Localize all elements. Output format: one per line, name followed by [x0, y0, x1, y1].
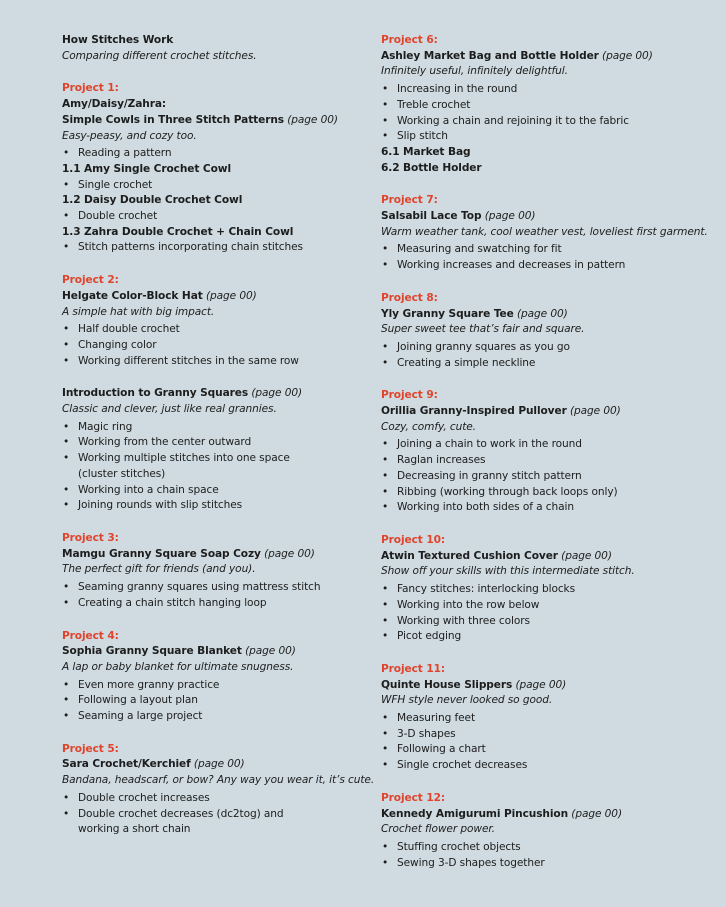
bullet-list	[62, 580, 362, 611]
bullet-list	[62, 146, 362, 162]
project-title: Ashley Market Bag and Bottle Holder (page 00)	[381, 49, 653, 62]
project-title: 6.1 Market Bag	[381, 145, 471, 158]
project-block	[62, 81, 362, 256]
project-block	[62, 629, 362, 725]
project-label: Project 1:	[62, 82, 119, 95]
list-item: • Creating a simple neckline	[381, 356, 711, 372]
project-block	[381, 291, 711, 372]
bullet-list	[381, 82, 711, 145]
project-title: Atwin Textured Cushion Cover (page 00)	[381, 549, 612, 562]
list-item: • Fancy stitches: interlocking blocks	[381, 582, 711, 598]
project-block	[381, 533, 711, 645]
project-block	[381, 791, 711, 872]
page-reference: (page 00)	[568, 807, 622, 820]
page-reference: (page 00)	[190, 758, 245, 771]
list-item: • Sewing 3-D shapes together	[381, 856, 711, 872]
project-block	[62, 531, 362, 612]
list-item: • Working with three colors	[381, 614, 711, 630]
project-block	[381, 662, 711, 774]
list-item: • Working increases and decreases in pattern	[381, 258, 711, 274]
bullet-list	[62, 420, 362, 514]
project-title: Amy/Daisy/Zahra:	[62, 98, 167, 111]
project-block	[62, 742, 375, 838]
project-tagline: Crochet flower power.	[381, 823, 495, 836]
list-item: • Single crochet decreases	[381, 758, 711, 774]
project-tagline: Show off your skills with this intermediate stitch.	[381, 565, 635, 578]
list-item: • Working multiple stitches into one space (cluster stitches)	[62, 451, 308, 482]
bullet-list	[381, 582, 711, 645]
list-item: • Working into both sides of a chain	[381, 500, 711, 516]
bullet-list	[381, 340, 711, 371]
page-reference: (page 00)	[598, 49, 653, 62]
project-title: Simple Cowls in Three Stitch Patterns (page 00)	[62, 113, 338, 126]
right-project-list	[381, 33, 711, 871]
project-tagline: Classic and clever, just like real grannies.	[62, 403, 277, 416]
project-tagline: WFH style never looked so good.	[381, 694, 553, 707]
list-item: • Double crochet decreases (dc2tog) and working a short chain	[62, 807, 293, 838]
project-title: 6.2 Bottle Holder	[381, 161, 482, 174]
project-tagline: A simple hat with big impact.	[62, 305, 215, 318]
project-block	[62, 273, 362, 369]
project-title: Sophia Granny Square Blanket (page 00)	[62, 645, 296, 658]
list-item: • Picot edging	[381, 629, 711, 645]
project-title: Helgate Color-Block Hat (page 00)	[62, 289, 257, 302]
bullet-list	[62, 322, 362, 369]
project-label: Project 6:	[381, 34, 438, 46]
intro-tagline: Comparing different crochet stitches.	[62, 49, 257, 62]
page-reference: (page 00)	[248, 387, 303, 400]
list-item: • Double crochet increases	[62, 791, 362, 807]
list-item: • Seaming granny squares using mattress stitch	[62, 580, 362, 596]
page-reference: (page 00)	[513, 307, 568, 320]
project-tagline: Easy-peasy, and cozy too.	[62, 129, 197, 142]
project-label: Project 9:	[381, 389, 438, 402]
list-item: • Half double crochet	[62, 322, 362, 338]
project-tagline: Warm weather tank, cool weather vest, loveliest first garment.	[381, 225, 708, 238]
project-title: Introduction to Granny Squares (page 00)	[62, 387, 303, 400]
project-label: Project 12:	[381, 791, 445, 804]
project-block	[381, 193, 711, 274]
list-item: • Creating a chain stitch hanging loop	[62, 596, 362, 612]
list-item: • Working into a chain space	[62, 483, 362, 499]
list-item: • Decreasing in granny stitch pattern	[381, 469, 711, 485]
page-reference: (page 00)	[566, 405, 621, 418]
page-reference: (page 00)	[512, 678, 567, 691]
list-item: • Double crochet	[62, 209, 362, 225]
list-item: • Joining rounds with slip stitches	[62, 498, 362, 514]
list-item: • 3-D shapes	[381, 727, 711, 743]
list-item: • Stuffing crochet objects	[381, 840, 711, 856]
list-item: • Measuring feet	[381, 711, 711, 727]
page-reference: (page 00)	[241, 645, 296, 658]
project-title: 1.2 Daisy Double Crochet Cowl	[62, 194, 243, 207]
project-title: Quinte House Slippers (page 00)	[381, 678, 567, 691]
project-title: 1.1 Amy Single Crochet Cowl	[62, 162, 231, 175]
project-block	[381, 388, 711, 516]
project-title: Kennedy Amigurumi Pincushion (page 00)	[381, 807, 622, 820]
left-project-list	[62, 81, 375, 838]
list-item: • Seaming a large project	[62, 709, 362, 725]
list-item: • Joining granny squares as you go	[381, 340, 711, 356]
project-label: Project 8:	[381, 291, 438, 304]
bullet-list	[381, 711, 711, 774]
project-label: Project 10:	[381, 533, 445, 546]
project-label: Project 3:	[62, 531, 119, 544]
project-label: Project 7:	[381, 194, 438, 207]
list-item: • Raglan increases	[381, 453, 711, 469]
bullet-list	[381, 840, 711, 871]
list-item: • Magic ring	[62, 420, 362, 436]
project-title: Sara Crochet/Kerchief (page 00)	[62, 758, 245, 771]
project-tagline: The perfect gift for friends (and you).	[62, 563, 256, 576]
bullet-list	[62, 240, 362, 256]
list-item: • Treble crochet	[381, 98, 711, 114]
list-item: • Even more granny practice	[62, 678, 362, 694]
list-item: • Single crochet	[62, 178, 362, 194]
project-block	[381, 33, 711, 176]
page-reference: (page 00)	[260, 547, 315, 560]
page-reference: (page 00)	[557, 549, 612, 562]
list-item: • Measuring and swatching for fit	[381, 242, 711, 258]
project-title: Salsabil Lace Top (page 00)	[381, 210, 536, 223]
project-label: Project 11:	[381, 662, 445, 675]
list-item: • Working into the row below	[381, 598, 711, 614]
list-item: • Ribbing (working through back loops only)	[381, 485, 711, 501]
right-column	[381, 33, 711, 888]
project-title: Mamgu Granny Square Soap Cozy (page 00)	[62, 547, 315, 560]
bullet-list	[381, 242, 711, 273]
project-tagline: Infinitely useful, infinitely delightful.	[381, 65, 568, 78]
project-label: Project 4:	[62, 629, 119, 642]
left-column	[62, 33, 375, 855]
list-item: • Working different stitches in the same row	[62, 354, 362, 370]
project-title: Yly Granny Square Tee (page 00)	[381, 307, 568, 320]
project-tagline: Cozy, comfy, cute.	[381, 420, 476, 433]
list-item: • Slip stitch	[381, 129, 711, 145]
project-tagline: Super sweet tee that’s fair and square.	[381, 323, 585, 336]
project-tagline: Bandana, headscarf, or bow? Any way you wear it, it’s cute.	[62, 774, 375, 787]
bullet-list	[62, 209, 362, 225]
bullet-list	[381, 437, 711, 516]
project-title: Orillia Granny-Inspired Pullover (page 00)	[381, 405, 621, 418]
list-item: • Working a chain and rejoining it to the fabric	[381, 114, 711, 130]
page-reference: (page 00)	[202, 289, 257, 302]
list-item: • Reading a pattern	[62, 146, 362, 162]
list-item: • Joining a chain to work in the round	[381, 437, 711, 453]
intro-title: How Stitches Work	[62, 34, 174, 46]
project-label: Project 2:	[62, 274, 119, 287]
project-block	[62, 386, 362, 514]
list-item: • Changing color	[62, 338, 362, 354]
list-item: • Following a layout plan	[62, 693, 362, 709]
list-item: • Following a chart	[381, 742, 711, 758]
project-title: 1.3 Zahra Double Crochet + Chain Cowl	[62, 225, 294, 238]
bullet-list	[62, 678, 362, 725]
project-label: Project 5:	[62, 742, 119, 755]
list-item: • Increasing in the round	[381, 82, 711, 98]
bullet-list	[62, 178, 362, 194]
project-tagline: A lap or baby blanket for ultimate snugness.	[62, 660, 294, 673]
list-item: • Working from the center outward	[62, 435, 362, 451]
list-item: • Stitch patterns incorporating chain stitches	[62, 240, 362, 256]
page-reference: (page 00)	[283, 113, 338, 126]
intro-block	[62, 33, 362, 64]
page-reference: (page 00)	[481, 210, 536, 223]
bullet-list	[62, 791, 362, 838]
